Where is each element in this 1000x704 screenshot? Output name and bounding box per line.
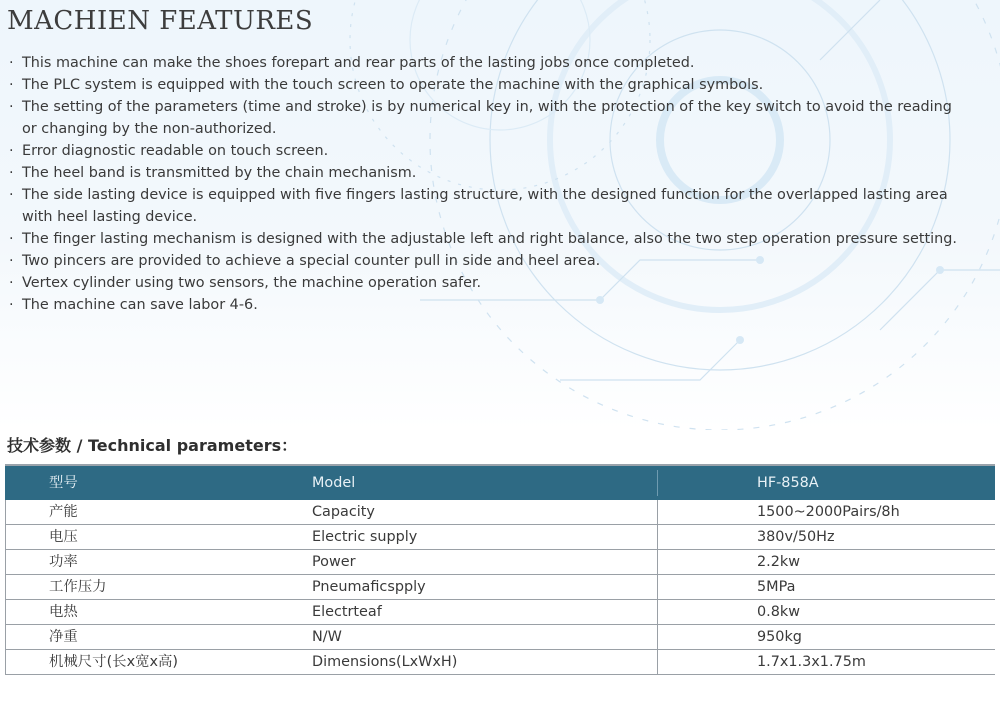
feature-text: The setting of the parameters (time and stroke) is by numerical key in, with the protection of the key switch to avoid the reading (22, 99, 952, 115)
table-row (5, 625, 995, 650)
table-row (5, 525, 995, 550)
feature-text: This machine can make the shoes forepart and rear parts of the lasting jobs once completed. (22, 55, 695, 71)
heading-en: / Technical parameters： (71, 436, 298, 455)
feature-text: Two pincers are provided to achieve a special counter pull in side and heel area. (22, 253, 601, 269)
bullet: · (9, 143, 14, 159)
bullet: · (9, 55, 14, 71)
feature-item (8, 250, 1000, 272)
features-list (8, 52, 1000, 316)
bullet: · (9, 275, 14, 291)
feature-item (8, 162, 1000, 184)
bullet: · (9, 99, 14, 115)
table-row (5, 650, 995, 675)
technical-parameters-heading (7, 433, 297, 456)
table-row (5, 500, 995, 525)
cell-value: 1500~2000Pairs/8h (757, 504, 900, 520)
cell-en: Power (312, 554, 356, 570)
bullet: · (9, 165, 14, 181)
cell-value: 950kg (757, 629, 802, 645)
feature-item (8, 272, 1000, 294)
header-divider (657, 470, 658, 496)
cell-value: 380v/50Hz (757, 529, 835, 545)
feature-item (8, 52, 1000, 74)
table-body (5, 500, 995, 675)
cell-en: Electric supply (312, 529, 418, 545)
feature-text: The PLC system is equipped with the touch screen to operate the machine with the graphical symbols. (22, 77, 764, 93)
heading-cn: 技术参数 (7, 436, 72, 455)
table-row (5, 550, 995, 575)
bullet: · (9, 253, 14, 269)
feature-text-continued: with heel lasting device. (22, 209, 198, 225)
cell-value: 2.2kw (757, 554, 800, 570)
bullet: · (9, 231, 14, 247)
bullet: · (9, 187, 14, 203)
cell-en: Capacity (312, 504, 375, 520)
bullet: · (9, 297, 14, 313)
table-header-row (5, 466, 995, 500)
feature-text: The finger lasting mechanism is designed with the adjustable left and right balance, also the two step operation pressure setting. (22, 231, 957, 247)
header-cell-en: Model (312, 475, 356, 491)
cell-en: N/W (312, 629, 342, 645)
cell-cn: 电热 (49, 604, 78, 620)
bullet: · (9, 77, 14, 93)
feature-text: The machine can save labor 4-6. (22, 297, 258, 313)
feature-item (8, 184, 1000, 228)
feature-text: Vertex cylinder using two sensors, the machine operation safer. (22, 275, 482, 291)
table-row (5, 575, 995, 600)
cell-en: Pneumaficspply (312, 579, 426, 595)
cell-cn: 产能 (49, 504, 78, 520)
feature-item (8, 74, 1000, 96)
cell-en: Dimensions(LxWxH) (312, 654, 458, 670)
page-title: MACHIEN FEATURES (7, 6, 314, 36)
cell-cn: 净重 (49, 629, 78, 645)
cell-value: 1.7x1.3x1.75m (757, 654, 866, 670)
cell-en: Electrteaf (312, 604, 382, 620)
feature-text: The side lasting device is equipped with five fingers lasting structure, with the designed function for the overlapped lasting area (22, 187, 948, 203)
cell-cn: 工作压力 (49, 579, 107, 595)
cell-cn: 机械尺寸(长x宽x高) (49, 654, 178, 670)
technical-parameters-table (5, 464, 995, 675)
feature-item (8, 96, 1000, 140)
cell-cn: 功率 (49, 554, 78, 570)
feature-item (8, 228, 1000, 250)
feature-text: Error diagnostic readable on touch screen. (22, 143, 329, 159)
feature-item (8, 294, 1000, 316)
feature-item (8, 140, 1000, 162)
cell-cn: 电压 (49, 529, 78, 545)
feature-text: The heel band is transmitted by the chain mechanism. (22, 165, 417, 181)
cell-value: 0.8kw (757, 604, 800, 620)
feature-text-continued: or changing by the non-authorized. (22, 121, 277, 137)
header-cell-value: HF-858A (757, 475, 819, 491)
header-cell-cn: 型号 (49, 475, 78, 491)
cell-value: 5MPa (757, 579, 796, 595)
table-row (5, 600, 995, 625)
